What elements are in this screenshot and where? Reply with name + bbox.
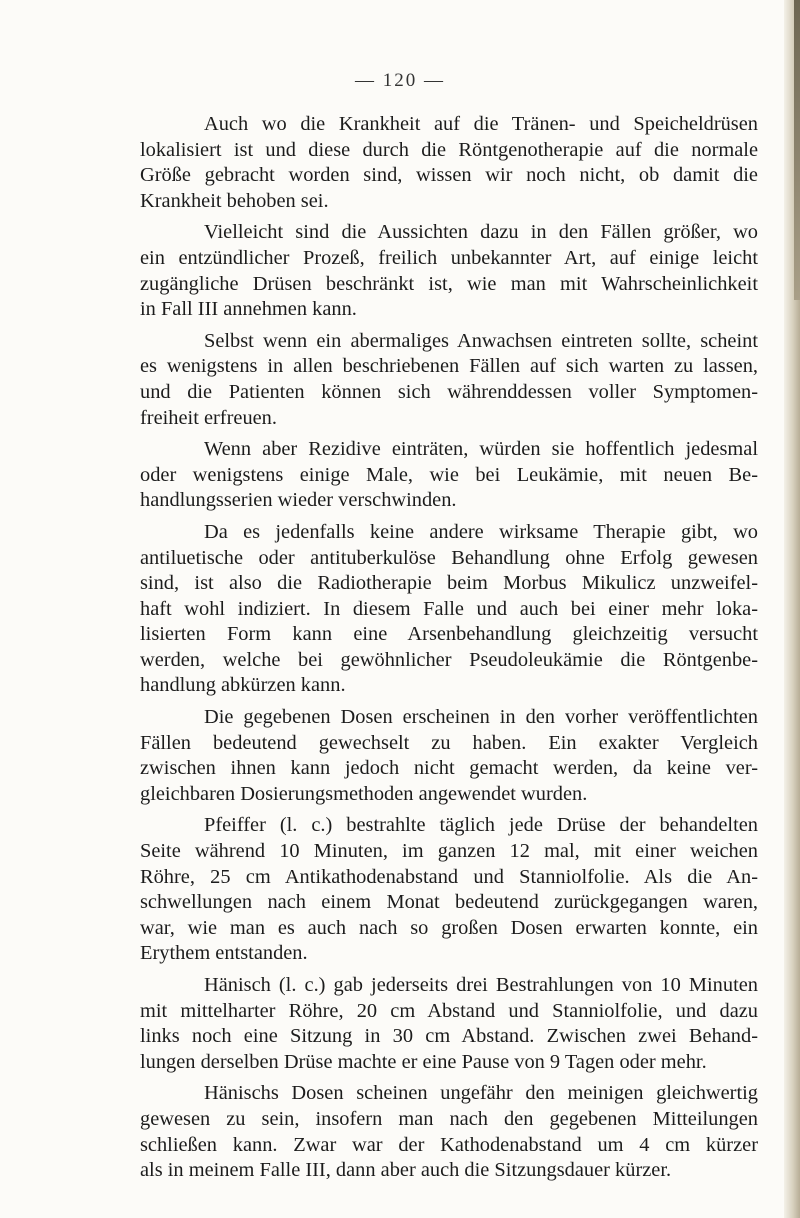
text-line: schließen kann. Zwar war der Kathodenabstand um 4 cm kürzer — [140, 1133, 758, 1156]
text-line: Da es jedenfalls keine andere wirksame Therapie gibt, wo — [204, 520, 758, 543]
body-text — [140, 112, 758, 1184]
text-line: Hänisch (l. c.) gab jederseits drei Bestrahlungen von 10 Minuten — [204, 974, 758, 996]
paragraph — [140, 973, 758, 1075]
text-line: Erythem entstanden. — [140, 942, 308, 965]
text-line: und die Patienten können sich währenddessen voller Symptomen- — [140, 380, 758, 403]
paragraph — [140, 520, 758, 699]
paragraph — [140, 1081, 758, 1183]
text-line: Hänischs Dosen scheinen ungefähr den meinigen gleichwertig — [204, 1082, 758, 1105]
text-line: Wenn aber Rezidive einträten, würden sie hoffentlich jedesmal — [204, 438, 758, 461]
text-line: zugängliche Drüsen beschränkt ist, wie man mit Wahrscheinlichkeit — [140, 272, 758, 295]
text-line: antiluetische oder antituberkulöse Behandlung ohne Erfolg gewesen — [140, 546, 758, 569]
text-line: links noch eine Sitzung in 30 cm Abstand. Zwischen zwei Behand- — [140, 1025, 758, 1048]
text-line: Krankheit behoben sei. — [140, 189, 329, 212]
text-line: werden, welche bei gewöhnlicher Pseudoleukämie die Röntgenbe- — [140, 648, 758, 671]
text-line: Auch wo die Krankheit auf die Tränen- und Speicheldrüsen — [204, 113, 758, 135]
page-edge-shadow — [784, 0, 800, 1218]
text-line: als in meinem Falle III, dann aber auch die Sitzungsdauer kürzer. — [140, 1159, 672, 1182]
paragraph — [140, 813, 758, 967]
text-line: lokalisiert ist und diese durch die Röntgenotherapie auf die normale — [140, 138, 758, 161]
text-line: ein entzündlicher Prozeß, freilich unbekannter Art, auf einige leicht — [140, 246, 758, 269]
text-line: oder wenigstens einige Male, wie bei Leukämie, mit neuen Be- — [140, 463, 758, 486]
text-line: Fällen bedeutend gewechselt zu haben. Ein exakter Vergleich — [140, 731, 758, 754]
text-line: in Fall III annehmen kann. — [140, 298, 357, 321]
text-line: handlung abkürzen kann. — [140, 674, 346, 697]
text-line: schwellungen nach einem Monat bedeutend zurückgegangen waren, — [140, 891, 758, 914]
text-line: handlungsserien wieder verschwinden. — [140, 489, 457, 512]
paragraph — [140, 329, 758, 431]
text-line: freiheit erfreuen. — [140, 406, 277, 429]
text-line: lungen derselben Drüse machte er eine Pause von 9 Tagen oder mehr. — [140, 1050, 707, 1073]
text-line: lisierten Form kann eine Arsenbehandlung gleichzeitig versucht — [140, 623, 758, 646]
text-line: Röhre, 25 cm Antikathodenabstand und Stanniolfolie. Als die An- — [140, 865, 758, 888]
text-line: Selbst wenn ein abermaliges Anwachsen eintreten sollte, scheint — [204, 329, 758, 352]
text-line: sind, ist also die Radiotherapie beim Morbus Mikulicz unzweifel- — [140, 572, 758, 595]
text-line: Größe gebracht worden sind, wissen wir noch nicht, ob damit die — [140, 164, 758, 187]
text-line: es wenigstens in allen beschriebenen Fällen auf sich warten zu lassen, — [140, 355, 758, 378]
text-line: Vielleicht sind die Aussichten dazu in den Fällen größer, wo — [204, 221, 758, 244]
text-line: Pfeiffer (l. c.) bestrahlte täglich jede Drüse der behandelten — [204, 814, 758, 837]
paragraph — [140, 112, 758, 214]
text-line: zwischen ihnen kann jedoch nicht gemacht werden, da keine ver- — [140, 757, 758, 780]
text-line: mit mittelharter Röhre, 20 cm Abstand und Stanniolfolie, und dazu — [140, 999, 758, 1022]
paragraph — [140, 437, 758, 514]
text-line: gleichbaren Dosierungsmethoden angewendet wurden. — [140, 782, 588, 805]
text-line: haft wohl indiziert. In diesem Falle und auch bei einer mehr loka- — [140, 597, 758, 620]
text-line: gewesen zu sein, insofern man nach den gegebenen Mitteilungen — [140, 1107, 758, 1130]
text-line: war, wie man es auch nach so großen Dosen erwarten konnte, ein — [140, 916, 758, 939]
paragraph — [140, 705, 758, 807]
text-line: Seite während 10 Minuten, im ganzen 12 mal, mit einer weichen — [140, 840, 758, 863]
text-line: Die gegebenen Dosen erscheinen in den vorher veröffentlichten — [204, 706, 758, 729]
page-number: — 120 — — [355, 70, 445, 91]
paragraph — [140, 220, 758, 322]
